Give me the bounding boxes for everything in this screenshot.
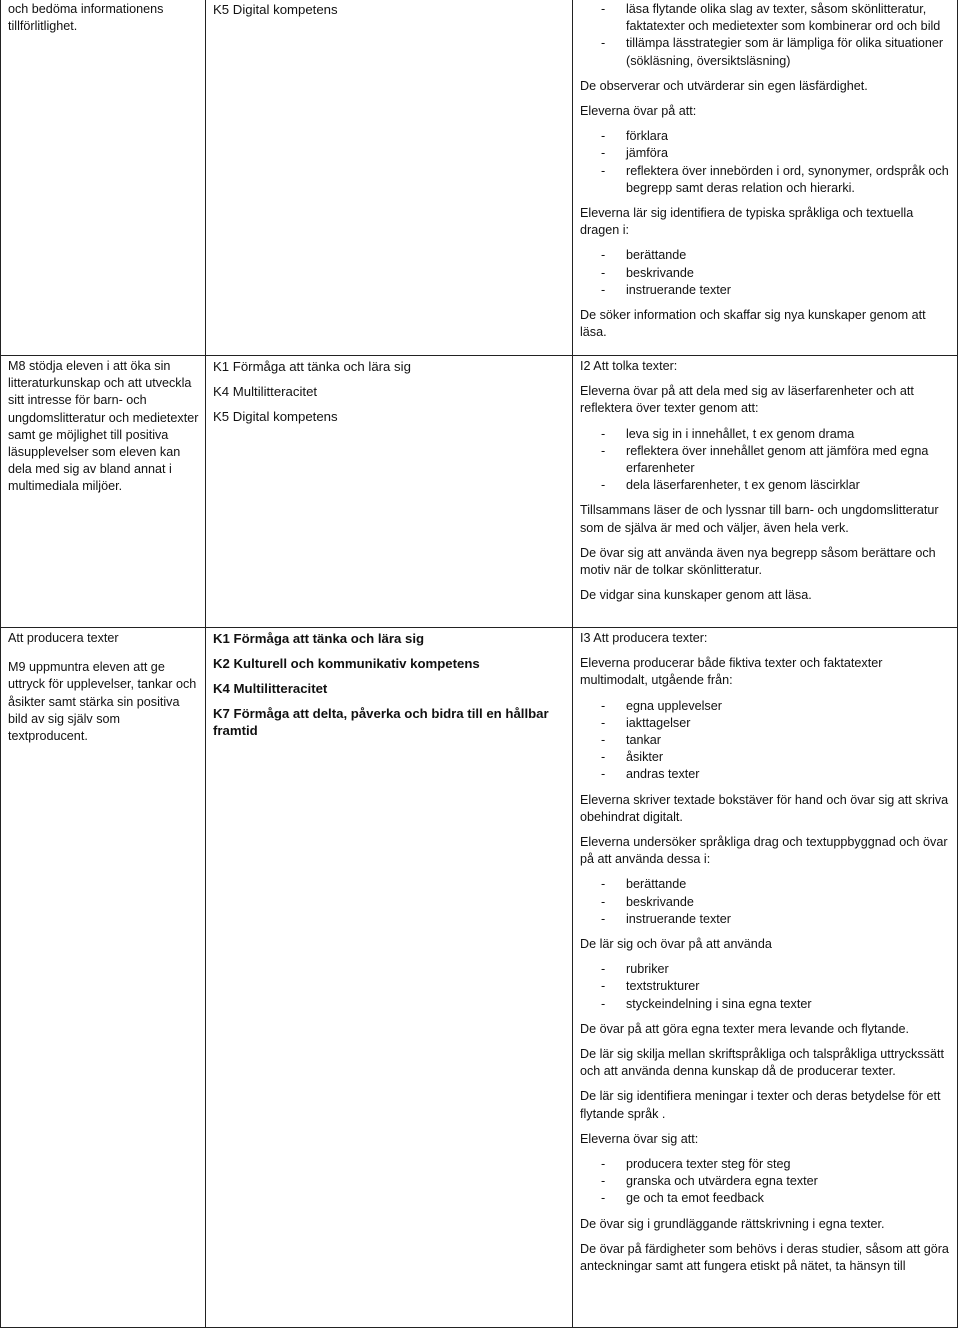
table-row bbox=[1, 628, 958, 1328]
content-paragraph: Eleverna lär sig identifiera de typiska språkliga och textuella dragen i: bbox=[580, 206, 914, 238]
competence-label: K5 Digital kompetens bbox=[213, 409, 338, 424]
content-paragraph: De lär sig och övar på att använda bbox=[580, 937, 772, 952]
list-item: - iakttagelser bbox=[601, 715, 951, 732]
table-row bbox=[1, 0, 958, 356]
goal-cell bbox=[1, 356, 206, 628]
content-paragraph: De övar på att göra egna texter mera levande och flytande. bbox=[580, 1021, 910, 1036]
content-paragraph: Tillsammans läser de och lyssnar till barn- och ungdomslitteratur som de själva är med och väljer, även hela verk. bbox=[580, 503, 939, 535]
goal-cell bbox=[1, 0, 206, 356]
competence-label: K4 Multilitteracitet bbox=[213, 681, 328, 696]
content-paragraph: De övar på färdigheter som behövs i deras studier, såsom att göra anteckningar samt att fungera etiskt på nätet, ta hänsyn till bbox=[580, 1241, 949, 1274]
goal-text: M9 uppmuntra eleven att ge uttryck för upplevelser, tankar och åsikter samt stärka sin positiva bild av sig själv som textproducent. bbox=[8, 660, 197, 744]
list-item: - reflektera över innehållet genom att jämföra med egna erfarenheter bbox=[601, 443, 951, 477]
list-item: - berättande bbox=[601, 876, 951, 893]
list-item: - producera texter steg för steg bbox=[601, 1156, 951, 1173]
content-paragraph: Eleverna övar sig att: bbox=[580, 1131, 699, 1146]
list-item: - granska och utvärdera egna texter bbox=[601, 1173, 951, 1190]
content-paragraph: Eleverna övar på att: bbox=[580, 104, 697, 119]
content-paragraph: De lär sig skilja mellan skriftspråkliga och talspråkliga uttryckssätt och att använda denna kunskap då de producerar texter. bbox=[580, 1047, 944, 1079]
content-paragraph: De övar sig i grundläggande rättskrivning i egna texter. bbox=[580, 1216, 885, 1231]
list-item: - tillämpa lässtrategier som är lämpliga för olika situationer (sökläsning, översiktsläsning) bbox=[601, 35, 951, 69]
competence-label: K7 Förmåga att delta, påverka och bidra till en hållbar framtid bbox=[213, 706, 549, 738]
content-list bbox=[580, 247, 951, 299]
list-item: - egna upplevelser bbox=[601, 698, 951, 715]
goal-text: M8 stödja eleven i att öka sin litteraturkunskap och att utveckla sitt intresse för barn- och ungdomslitteratur och medietexter samt ge möjlighet till positiva läsupplevelser som eleven kan dela med sig av bland annat i multimediala miljöer. bbox=[8, 359, 199, 494]
content-paragraph: I2 Att tolka texter: bbox=[580, 359, 678, 373]
list-item: - åsikter bbox=[601, 749, 951, 766]
list-item: - beskrivande bbox=[601, 894, 951, 911]
content-paragraph: De vidgar sina kunskaper genom att läsa. bbox=[580, 588, 812, 603]
list-item: - berättande bbox=[601, 247, 951, 264]
list-item: - instruerande texter bbox=[601, 911, 951, 928]
list-item: - läsa flytande olika slag av texter, såsom skönlitteratur, faktatexter och medietexter som kombinerar ord och bild bbox=[601, 1, 951, 35]
content-paragraph: Eleverna övar på att dela med sig av läserfarenheter och att reflektera över texter genom att: bbox=[580, 384, 914, 416]
list-item: - reflektera över innebörden i ord, synonymer, ordspråk och begrepp samt deras relation och hierarki. bbox=[601, 163, 951, 197]
goal-text: och bedöma informationens tillförlitlighet. bbox=[8, 2, 164, 34]
competence-label: K4 Multilitteracitet bbox=[213, 384, 318, 399]
competence-cell bbox=[206, 356, 573, 628]
content-list bbox=[580, 698, 951, 784]
list-item: - tankar bbox=[601, 732, 951, 749]
competence-label: K2 Kulturell och kommunikativ kompetens bbox=[213, 656, 480, 671]
list-item: - styckeindelning i sina egna texter bbox=[601, 996, 951, 1013]
goal-text: Att producera texter bbox=[8, 631, 119, 645]
competence-label: K5 Digital kompetens bbox=[213, 2, 338, 17]
content-list bbox=[580, 1156, 951, 1208]
list-item: - beskrivande bbox=[601, 265, 951, 282]
content-paragraph: Eleverna undersöker språkliga drag och textuppbyggnad och övar på att använda dessa i: bbox=[580, 835, 948, 867]
content-cell bbox=[573, 628, 958, 1328]
content-list bbox=[580, 1, 951, 70]
competence-label: K1 Förmåga att tänka och lära sig bbox=[213, 359, 411, 374]
list-item: - textstrukturer bbox=[601, 978, 951, 995]
goal-cell bbox=[1, 628, 206, 1328]
list-item: - instruerande texter bbox=[601, 282, 951, 299]
content-paragraph: De övar sig att använda även nya begrepp såsom berättare och motiv när de tolkar skönlitteratur. bbox=[580, 545, 936, 578]
content-paragraph: De observerar och utvärderar sin egen läsfärdighet. bbox=[580, 78, 868, 93]
content-list bbox=[580, 961, 951, 1013]
list-item: - rubriker bbox=[601, 961, 951, 978]
content-paragraph: De lär sig identifiera meningar i texter och deras betydelse för ett flytande språk . bbox=[580, 1089, 941, 1121]
content-cell bbox=[573, 0, 958, 356]
list-item: - jämföra bbox=[601, 145, 951, 162]
list-item: - leva sig in i innehållet, t ex genom drama bbox=[601, 426, 951, 443]
content-paragraph: De söker information och skaffar sig nya kunskaper genom att läsa. bbox=[580, 308, 926, 340]
table-row bbox=[1, 356, 958, 628]
content-cell bbox=[573, 356, 958, 628]
competence-cell bbox=[206, 0, 573, 356]
content-paragraph: Eleverna producerar både fiktiva texter och faktatexter multimodalt, utgående från: bbox=[580, 656, 883, 688]
competence-label: K1 Förmåga att tänka och lära sig bbox=[213, 631, 425, 646]
list-item: - förklara bbox=[601, 128, 951, 145]
content-list bbox=[580, 876, 951, 928]
content-list bbox=[580, 128, 951, 197]
list-item: - dela läserfarenheter, t ex genom läscirklar bbox=[601, 477, 951, 494]
content-list bbox=[580, 426, 951, 495]
content-paragraph: Eleverna skriver textade bokstäver för hand och övar sig att skriva obehindrat digitalt. bbox=[580, 792, 949, 824]
list-item: - andras texter bbox=[601, 766, 951, 783]
content-paragraph: I3 Att producera texter: bbox=[580, 631, 708, 645]
competence-cell bbox=[206, 628, 573, 1328]
list-item: - ge och ta emot feedback bbox=[601, 1190, 951, 1207]
